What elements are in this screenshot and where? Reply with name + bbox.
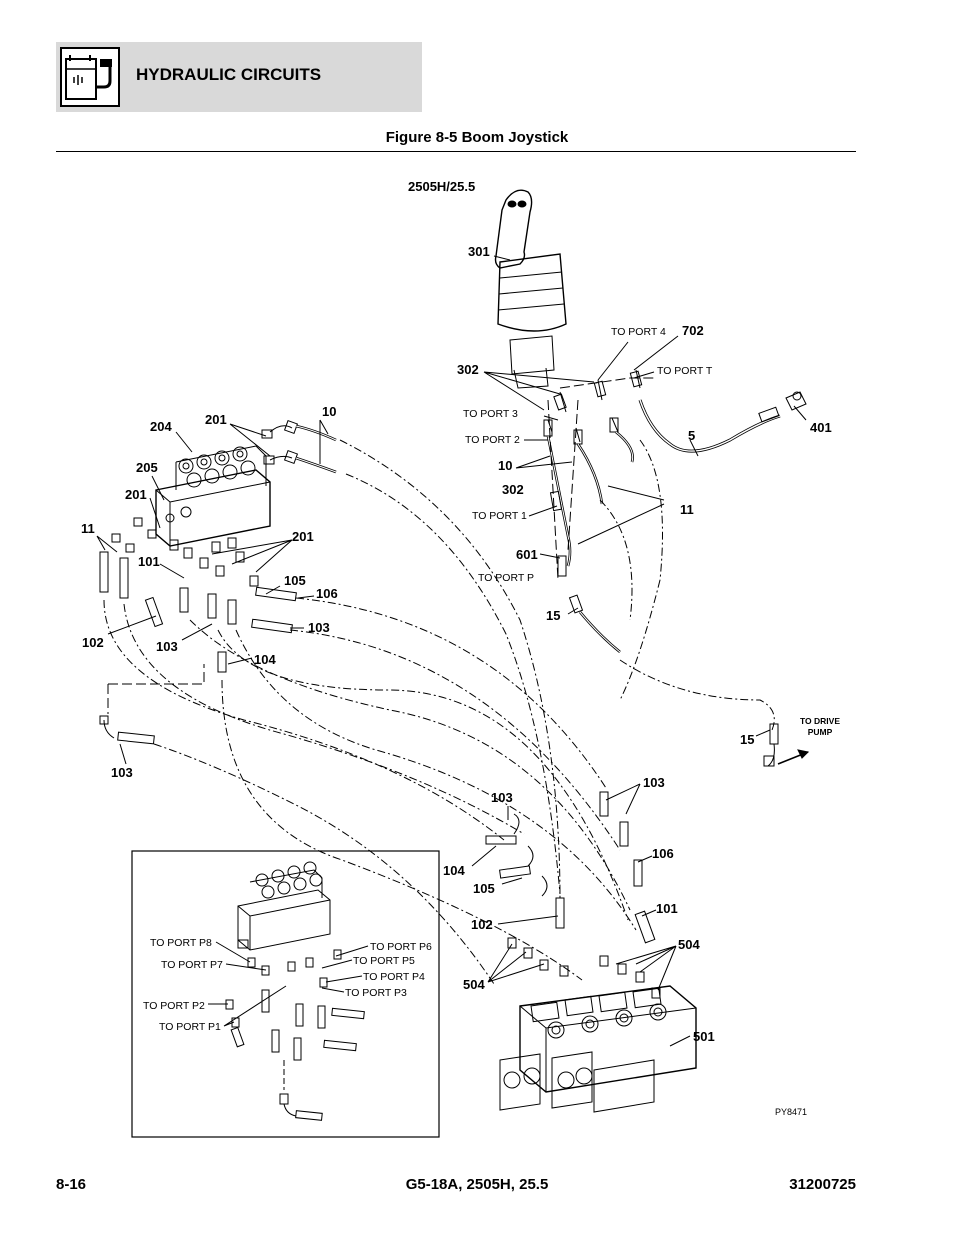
callout-105: 105	[473, 881, 495, 896]
inset-manifold	[226, 862, 364, 1120]
port-t-label: TO PORT T	[657, 365, 713, 377]
valve-hoses	[486, 792, 660, 998]
callout-105: 105	[284, 573, 306, 588]
callout-10: 10	[498, 458, 513, 473]
callout-504: 504	[678, 937, 700, 952]
port-p-label: TO PORT P	[478, 572, 535, 584]
port-2-label: TO PORT 2	[465, 434, 520, 446]
document-number: 31200725	[789, 1176, 856, 1193]
footer-models: G5-18A, 2505H, 25.5	[405, 1176, 549, 1193]
callout-501: 501	[693, 1029, 715, 1044]
inset-port-p8: TO PORT P8	[150, 937, 212, 949]
leader-dashed	[108, 664, 204, 684]
joystick-assembly	[496, 190, 567, 388]
callout-103: 103	[156, 639, 178, 654]
callout-10: 10	[322, 404, 337, 419]
callout-201: 201	[125, 487, 147, 502]
callout-102: 102	[82, 635, 104, 650]
callout-11: 11	[81, 521, 95, 536]
inset-port-p4: TO PORT P4	[363, 971, 425, 983]
callout-102: 102	[471, 917, 493, 932]
inset-port-p3: TO PORT P3	[345, 987, 407, 999]
callout-11: 11	[680, 502, 694, 517]
callout-204: 204	[150, 419, 172, 434]
callout-104: 104	[443, 863, 465, 878]
callout-15: 15	[740, 732, 755, 747]
manifold-block	[156, 421, 336, 546]
callout-302: 302	[457, 362, 479, 377]
page-number: 8-16	[56, 1176, 87, 1193]
callout-205: 205	[136, 460, 158, 475]
callout-5: 5	[688, 428, 696, 443]
callout-504: 504	[463, 977, 485, 992]
callout-302: 302	[502, 482, 524, 497]
callout-15: 15	[546, 608, 561, 623]
callout-104: 104	[254, 652, 276, 667]
control-valve	[500, 986, 696, 1112]
callout-702: 702	[682, 323, 704, 338]
figure-code: PY8471	[775, 1107, 808, 1117]
model-label: 2505H/25.5	[408, 179, 476, 194]
port-1-label: TO PORT 1	[472, 510, 527, 522]
callout-601: 601	[516, 547, 538, 562]
callout-301: 301	[468, 244, 490, 259]
callout-103: 103	[111, 765, 133, 780]
callout-101: 101	[656, 901, 678, 916]
callout-103: 103	[308, 620, 330, 635]
callout-106: 106	[652, 846, 674, 861]
figure-caption: Figure 8-5 Boom Joystick	[385, 129, 569, 146]
inset-port-p6: TO PORT P6	[370, 941, 432, 953]
callout-201: 201	[205, 412, 227, 427]
drive-pump-fitting	[764, 724, 808, 766]
callout-106: 106	[316, 586, 338, 601]
port-3-label: TO PORT 3	[463, 408, 518, 420]
port-4-label: TO PORT 4	[611, 326, 666, 338]
callout-401: 401	[810, 420, 832, 435]
inset-port-p7: TO PORT P7	[161, 959, 223, 971]
section-title: HYDRAULIC CIRCUITS	[136, 65, 322, 84]
inset-port-p2: TO PORT P2	[143, 1000, 205, 1012]
inset-port-p5: TO PORT P5	[353, 955, 415, 967]
joystick-fittings	[544, 370, 806, 652]
to-drive-pump-line2: PUMP	[807, 727, 833, 737]
callout-101: 101	[138, 554, 160, 569]
inset-port-p1: TO PORT P1	[159, 1021, 221, 1033]
callout-103: 103	[491, 790, 513, 805]
callout-201: 201	[292, 529, 314, 544]
callout-103: 103	[643, 775, 665, 790]
to-drive-pump-line1: TO DRIVE	[800, 716, 840, 726]
